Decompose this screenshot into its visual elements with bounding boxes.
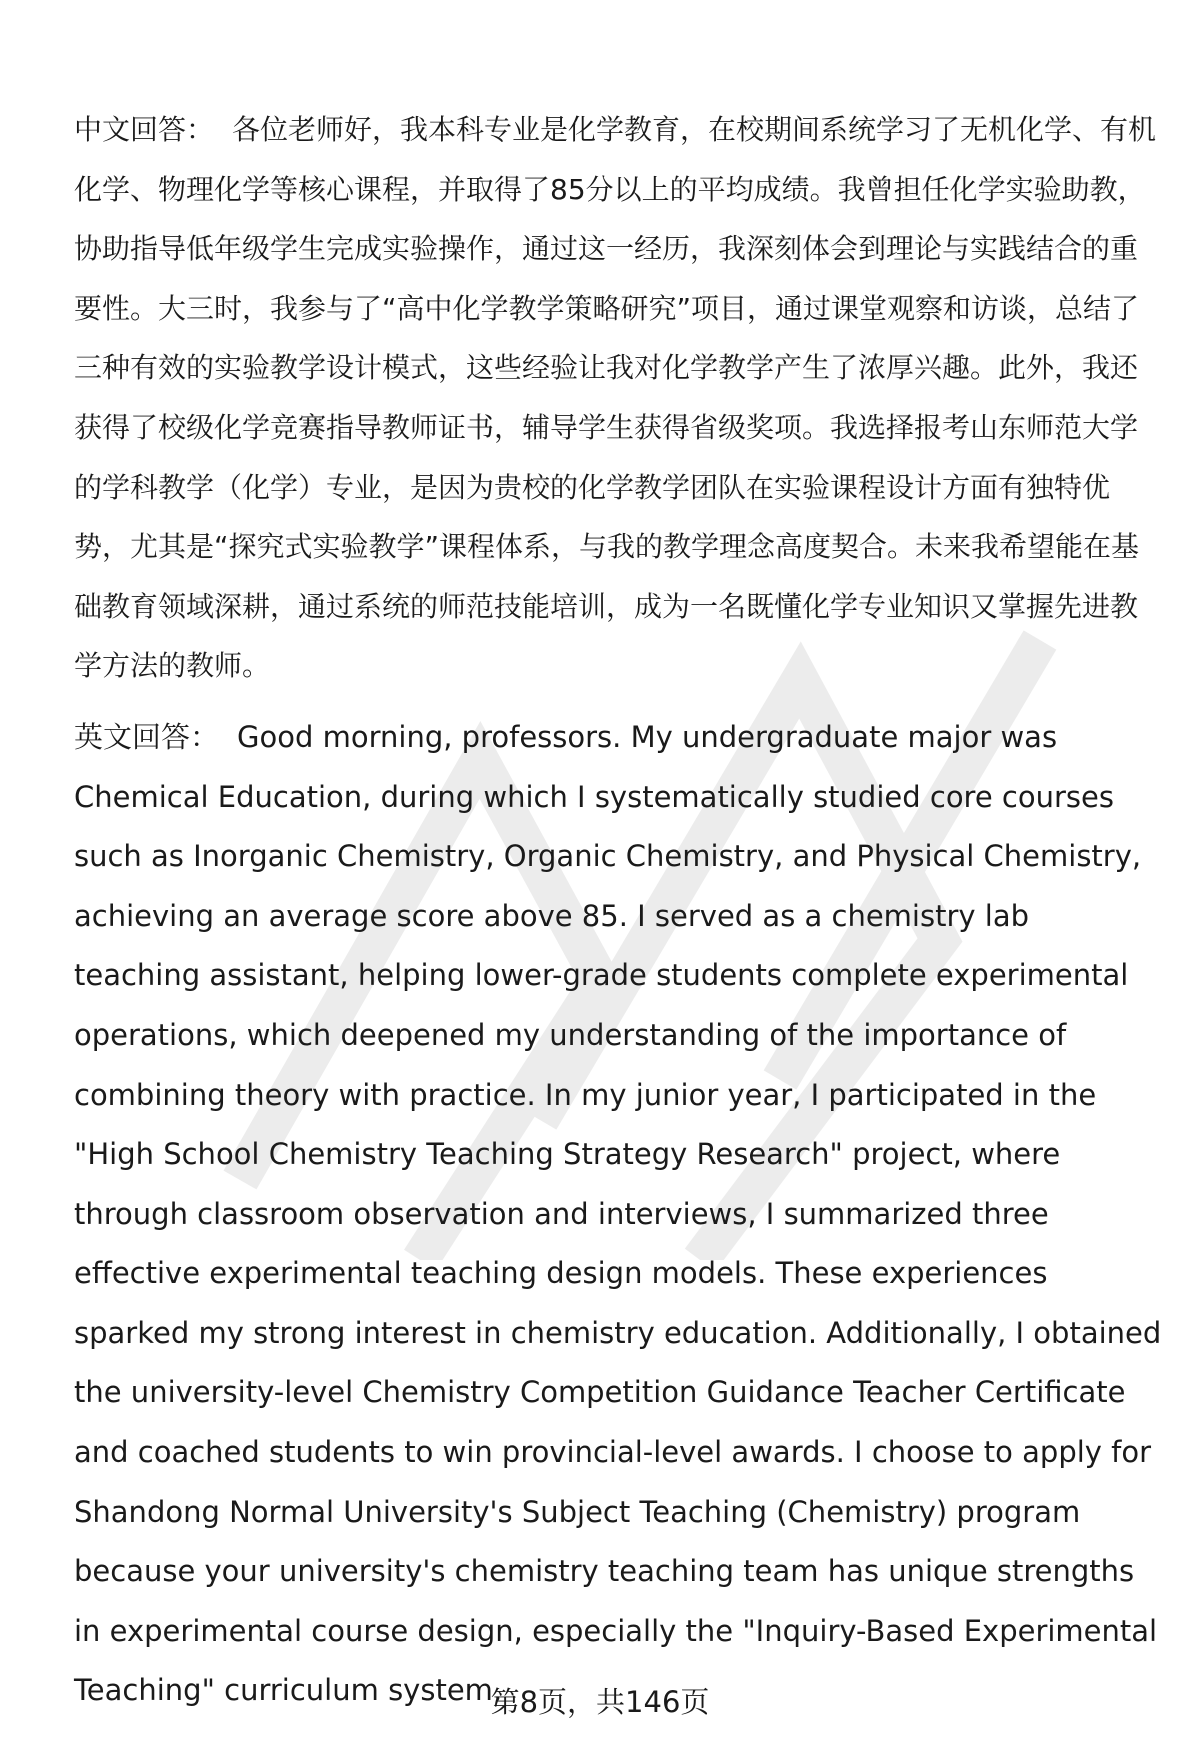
english-answer-paragraph (74, 708, 1164, 1721)
page-number-footer: 第8页，共146页 (490, 1685, 710, 1719)
chinese-answer-label: 中文回答： (74, 113, 215, 146)
document-page (74, 100, 1164, 1721)
english-answer-text: Good morning, professors. My undergraduate major was Chemical Education, during which I systematically studied core courses such as Inorganic Chemistry, Organic Chemistry, and Physical Chemistry, achieving an average score above 85. I served as a chemistry lab teaching assistant, helping lower-grade students complete experimental operations, which deepened my understanding of the importance of combining theory with practice. In my junior year, I participated in the "High School Chemistry Teaching Strategy Research" project, where through classroom observation and interviews, I summarized three effective experimental teaching design models. These experiences sparked my strong interest in chemistry education. Additionally, I obtained the university-level Chemistry Competition Guidance Teacher Certificate and coached students to win provincial-level awards. I choose to apply for Shandong Normal University's Subject Teaching (Chemistry) program because your university's chemistry teaching team has unique strengths in experimental course design, especially the "Inquiry-Based Experimental Teaching" curriculum system, (74, 719, 1162, 1708)
english-answer-label: 英文回答： (74, 719, 220, 754)
chinese-answer-paragraph (74, 100, 1164, 696)
chinese-answer-text: 各位老师好，我本科专业是化学教育，在校期间系统学习了无机化学、有机化学、物理化学等核心课程，并取得了85分以上的平均成绩。我曾担任化学实验助教，协助指导低年级学生完成实验操作，通过这一经历，我深刻体会到理论与实践结合的重要性。大三时，我参与了“高中化学教学策略研究”项目，通过课堂观察和访谈，总结了三种有效的实验教学设计模式，这些经验让我对化学教学产生了浓厚兴趣。此外，我还获得了校级化学竞赛指导教师证书，辅导学生获得省级奖项。我选择报考山东师范大学的学科教学（化学）专业，是因为贵校的化学教学团队在实验课程设计方面有独特优势，尤其是“探究式实验教学”课程体系，与我的教学理念高度契合。未来我希望能在基础教育领域深耕，通过系统的师范技能培训，成为一名既懂化学专业知识又掌握先进教学方法的教师。 (74, 113, 1157, 683)
